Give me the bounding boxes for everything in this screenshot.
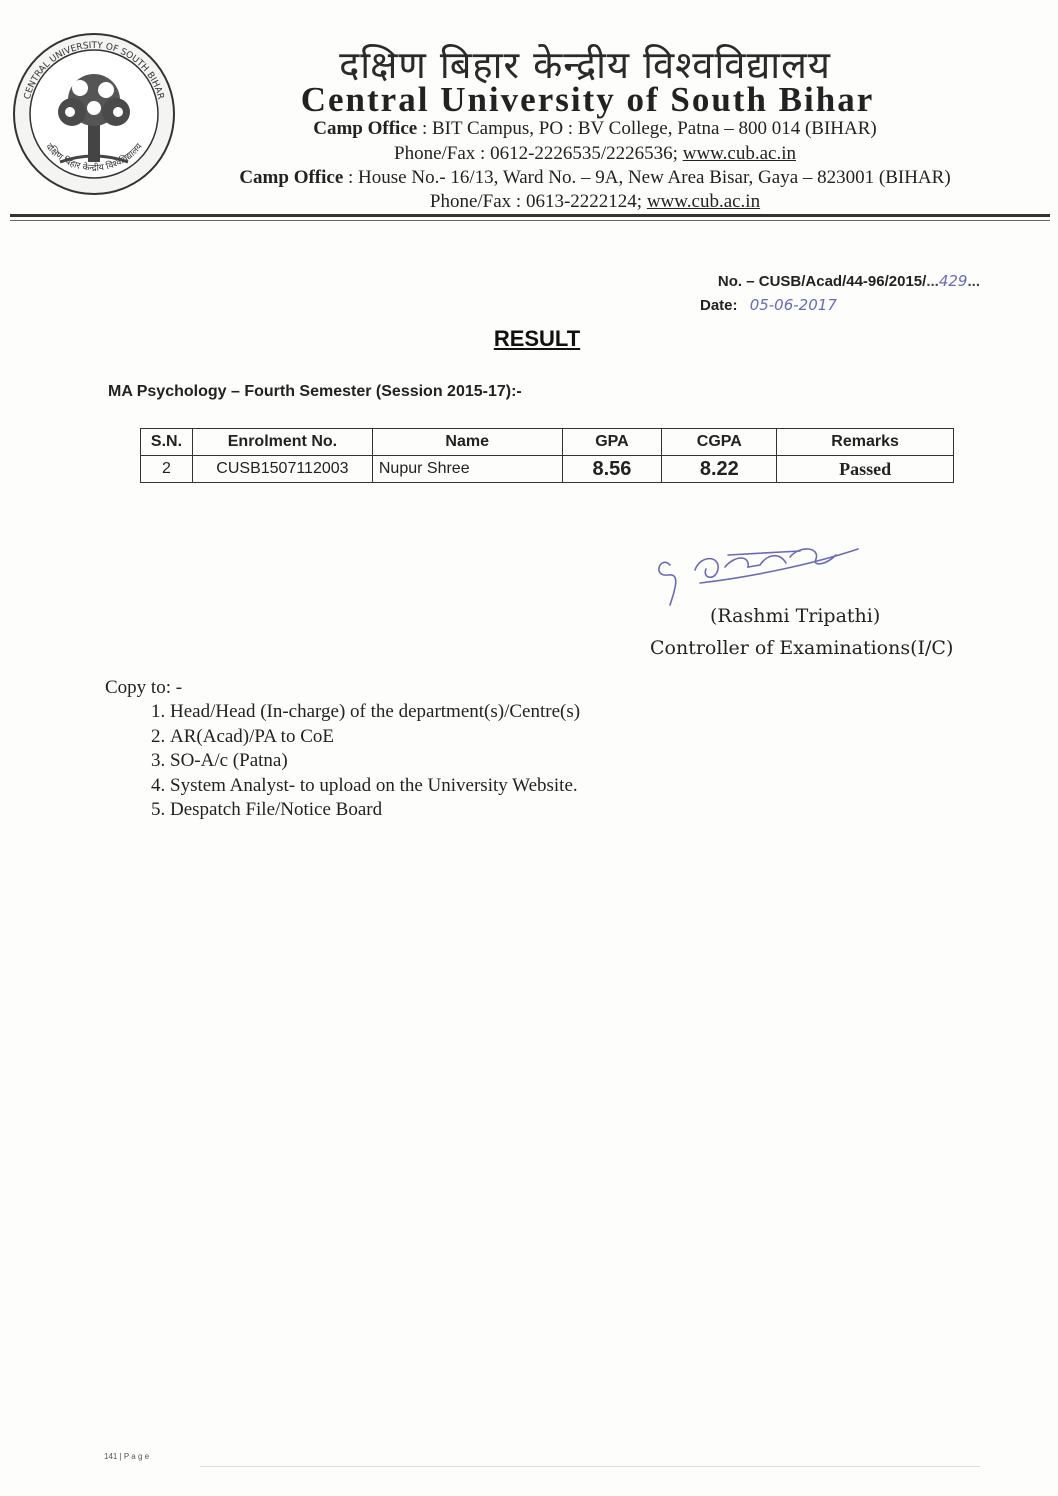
col-header-gpa: GPA [562,429,662,456]
cell-gpa: 8.56 [562,456,662,483]
list-item: 4. System Analyst- to upload on the University Website. [170,774,580,799]
col-header-cgpa: CGPA [662,429,777,456]
col-header-remarks: Remarks [777,429,954,456]
page-footer: 141 | P a g e [104,1452,150,1461]
cell-sn: 2 [141,456,193,483]
phone-fax: Phone/Fax : 0613-2222124; [429,191,643,212]
university-name-english: Central University of South Bihar [300,80,875,119]
signatory-name: (Rashmi Tripathi) [710,605,881,627]
page-title: RESULT [493,326,581,351]
signatory-block [650,600,970,664]
svg-text:दक्षिण बिहार केन्द्रीय विश्ववि: दक्षिण बिहार केन्द्रीय विश्वविद्यालय [43,141,145,174]
list-item: 3. SO-A/c (Patna) [170,749,580,774]
table-row [141,456,954,483]
camp-office-gaya [185,167,1005,189]
cell-remarks: Passed [777,456,954,483]
camp-office-label: Camp Office [239,167,344,188]
camp-office-label: Camp Office [313,118,418,139]
col-header-sn: S.N. [141,429,193,456]
distribution-list [138,700,580,823]
svg-text:CENTRAL UNIVERSITY OF SOUTH BI: CENTRAL UNIVERSITY OF SOUTH BIHAR [22,40,166,101]
date-label: Date: [700,297,738,314]
phone-fax: Phone/Fax : 0612-2226535/2226536; [394,143,678,164]
reference-label: No. – CUSB/Acad/44-96/2015/ [717,273,927,290]
reference-number: No. – CUSB/Acad/44-96/2015/...429... [717,272,980,290]
cell-cgpa: 8.22 [662,456,777,483]
cell-enrolment: CUSB1507112003 [192,456,372,483]
header-divider-thin [10,220,1050,221]
reference-handwritten-number: 429 [938,272,968,290]
cell-name: Nupur Shree [372,456,562,483]
camp-office-address: : House No.- 16/13, Ward No. – 9A, New Area Bisar, Gaya – 823001 (BIHAR) [348,167,951,188]
date-handwritten: 05-06-2017 [749,296,837,314]
website-link[interactable]: www.cub.ac.in [682,143,796,164]
col-header-enrolment: Enrolment No. [192,429,372,456]
result-table [140,428,954,483]
camp-office-patna [185,118,1005,140]
camp-office-patna-phone [185,143,1005,165]
university-logo [10,30,178,198]
website-link[interactable]: www.cub.ac.in [646,191,761,212]
footer-divider [200,1466,980,1467]
list-item: 1. Head/Head (In-charge) of the department(s)/Centre(s) [170,700,580,725]
copy-to-label: Copy to: - [105,677,183,698]
document-date [700,296,1020,314]
list-item: 5. Despatch File/Notice Board [170,798,580,823]
header-divider [10,214,1050,217]
university-name-hindi: दक्षिण बिहार केन्द्रीय विश्वविद्यालय [339,43,831,87]
signatory-designation: Controller of Examinations(I/C) [650,637,954,659]
table-header-row [141,429,954,456]
camp-office-address: : BIT Campus, PO : BV College, Patna – 800 014 (BIHAR) [421,118,877,139]
camp-office-gaya-phone [185,191,1005,213]
list-item: 2. AR(Acad)/PA to CoE [170,725,580,750]
col-header-name: Name [372,429,562,456]
programme-subtitle: MA Psychology – Fourth Semester (Session 2015-17):- [108,383,522,400]
